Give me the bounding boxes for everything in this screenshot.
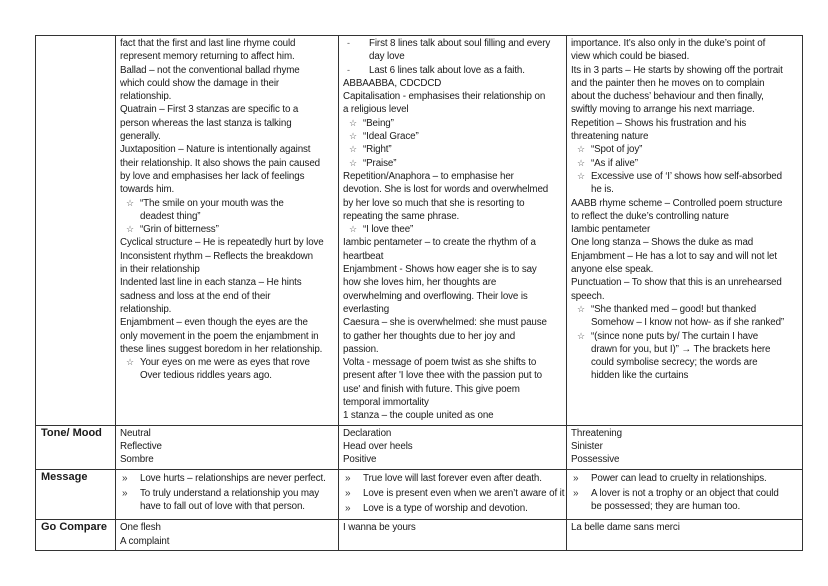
text-line: One flesh	[120, 522, 161, 534]
text-block	[571, 276, 798, 303]
text-line: generally.	[120, 131, 161, 143]
message-bullet-item	[571, 472, 798, 485]
text-line: present after 'I love thee with the passion put to	[343, 370, 543, 382]
text-line: relationship.	[120, 91, 172, 103]
double-chevron-icon: »	[345, 472, 351, 484]
star-icon: ☆	[126, 357, 134, 368]
text-line: To truly understand a relationship you may	[140, 487, 320, 499]
double-chevron-icon: »	[122, 487, 128, 499]
text-line: devotion. She is lost for words and overwhelmed	[343, 184, 549, 196]
text-line: True love will last forever even after death.	[363, 472, 542, 484]
text-line: Repetition – Shows his frustration and his	[571, 117, 747, 129]
text-line: hidden like the curtains	[591, 370, 689, 382]
text-line: importance. It’s also only in the duke’s point of	[571, 38, 766, 49]
text-line: Declaration	[343, 427, 392, 439]
text-line: a religious level	[343, 104, 409, 116]
text-line: Head over heels	[343, 440, 413, 452]
text-line: “Spot of joy”	[591, 144, 643, 156]
text-block	[343, 356, 562, 409]
text-block	[343, 427, 562, 467]
text-line: “Right”	[363, 144, 392, 156]
cell	[339, 36, 567, 426]
text-line: speech.	[571, 290, 605, 302]
text-line: these lines suggest boredom in her relationship.	[120, 343, 323, 355]
text-line: everlasting	[343, 303, 390, 315]
star-bullet-item	[343, 143, 562, 156]
text-line: Volta - message of poem twist as she shifts to	[343, 357, 537, 369]
dash-icon: -	[347, 64, 350, 75]
text-block	[120, 64, 334, 104]
text-block	[120, 427, 334, 467]
text-block	[571, 37, 798, 64]
text-line: Punctuation – To show that this is an unrehearsed	[571, 277, 782, 289]
text-line: threatening nature	[571, 131, 649, 143]
text-block	[120, 103, 334, 143]
text-line: by her love so much that she is resorting to	[343, 197, 525, 209]
text-block	[343, 236, 562, 263]
text-line: Threatening	[571, 427, 622, 439]
text-line: relationship.	[120, 303, 172, 315]
text-line: Iambic pentameter	[571, 224, 651, 236]
text-line: “As if alive”	[591, 157, 638, 169]
double-chevron-icon: »	[573, 472, 579, 484]
cell	[567, 36, 803, 426]
text-line: Power can lead to cruelty in relationships.	[591, 472, 767, 484]
text-line: heartbeat	[343, 250, 384, 262]
dash-bullet-item	[343, 37, 562, 64]
star-icon: ☆	[126, 224, 134, 235]
text-block	[343, 170, 562, 223]
text-block	[120, 250, 334, 277]
row-label	[36, 36, 116, 426]
text-line: be possessed; they are human too.	[591, 501, 741, 513]
text-block	[343, 316, 562, 356]
star-icon: ☆	[126, 197, 134, 208]
text-block	[571, 64, 798, 117]
text-line: to reflect the duke’s controlling nature	[571, 210, 729, 222]
text-block	[571, 521, 798, 534]
text-line: “The smile on your mouth was the	[140, 197, 284, 209]
text-line: to gather her thoughts due to her joy and	[343, 330, 516, 342]
text-line: about the duchess’ behaviour and then finally,	[571, 91, 764, 103]
star-bullet-item	[343, 223, 562, 236]
text-line: Juxtaposition – Nature is intentionally against	[120, 144, 311, 156]
text-line: ABBAABBA, CDCDCD	[343, 77, 442, 89]
text-block	[343, 90, 562, 117]
tone-mood-row	[36, 425, 803, 469]
text-line: Iambic pentameter – to create the rhythm of a	[343, 237, 536, 249]
text-line: which could show the damage in their	[120, 77, 280, 89]
text-line: temporal immortality	[343, 397, 429, 409]
text-line: A complaint	[120, 535, 170, 547]
row-label: Tone/ Mood	[36, 425, 116, 469]
star-bullet-item	[571, 303, 798, 330]
text-line: Capitalisation - emphasises their relationship on	[343, 91, 546, 103]
text-line: “I love thee”	[363, 224, 414, 236]
star-bullet-item	[120, 197, 334, 224]
star-icon: ☆	[349, 117, 357, 128]
text-line: Enjambment – even though the eyes are the	[120, 317, 308, 329]
text-line: Inconsistent rhythm – Reflects the breakdown	[120, 250, 313, 262]
text-block	[571, 117, 798, 144]
double-chevron-icon: »	[573, 487, 579, 499]
message-row	[36, 469, 803, 520]
text-block	[571, 250, 798, 277]
cell	[339, 469, 567, 520]
message-bullet-item	[343, 487, 565, 500]
text-line: person whereas the last stanza is talking	[120, 117, 292, 129]
text-line: Love hurts – relationships are never perfect.	[140, 472, 326, 484]
text-line: “She thanked med – good! but thanked	[591, 303, 757, 315]
star-icon: ☆	[577, 170, 585, 181]
text-line: only movement in the poem the enjambment in	[120, 330, 319, 342]
star-bullet-item	[343, 157, 562, 170]
analysis-row	[36, 36, 803, 426]
cell	[339, 425, 567, 469]
poetry-comparison-table	[35, 35, 803, 551]
star-bullet-item	[343, 130, 562, 143]
text-line: Love is a type of worship and devotion.	[363, 503, 528, 515]
text-line: represent memory returning to affect him.	[120, 51, 295, 63]
text-block	[343, 521, 562, 534]
cell	[567, 520, 803, 551]
cell	[567, 469, 803, 520]
double-chevron-icon: »	[345, 487, 351, 499]
text-block	[343, 263, 562, 316]
text-line: day love	[369, 51, 405, 63]
text-line: “Praise”	[363, 157, 397, 169]
text-line: Possessive	[571, 454, 620, 466]
text-line: have to fall out of love with that person.	[140, 501, 305, 513]
text-line: view which could be biased.	[571, 51, 690, 63]
row-label: Go Compare	[36, 520, 116, 551]
text-line: fact that the first and last line rhyme could	[120, 38, 296, 49]
star-icon: ☆	[577, 157, 585, 168]
cell	[339, 520, 567, 551]
star-icon: ☆	[349, 144, 357, 155]
text-line: Ballad – not the conventional ballad rhyme	[120, 64, 300, 76]
text-line: in their relationship	[120, 264, 200, 276]
star-icon: ☆	[577, 144, 585, 155]
text-line: Caesura – she is overwhelmed: she must pause	[343, 317, 547, 329]
row-label: Message	[36, 469, 116, 520]
star-icon: ☆	[349, 224, 357, 235]
text-line: La belle dame sans merci	[571, 522, 680, 534]
text-line: A lover is not a trophy or an object that could	[591, 487, 779, 499]
text-line: deadest thing”	[140, 210, 201, 222]
text-line: Enjambment - Shows how eager she is to say	[343, 264, 537, 276]
star-icon: ☆	[577, 303, 585, 314]
text-line: I wanna be yours	[343, 522, 416, 534]
text-line: repeating the same phrase.	[343, 210, 460, 222]
text-line: drawn for you, but I)” → The brackets here	[591, 343, 771, 355]
text-block	[120, 236, 334, 249]
star-bullet-item	[571, 157, 798, 170]
text-line: swiftly moving to arrange his next marriage.	[571, 104, 755, 116]
text-line: Your eyes on me were as eyes that rove	[140, 357, 310, 369]
message-bullet-item	[120, 487, 334, 514]
text-line: overwhelming and overflowing. Their love is	[343, 290, 528, 302]
text-line: could symbolise secrecy; the words are	[591, 357, 758, 369]
text-line: Love is present even when we aren’t aware of it	[363, 487, 565, 499]
text-line: Sinister	[571, 440, 603, 452]
text-line: “(since none puts by/ The curtain I have	[591, 330, 759, 342]
text-line: Quatrain – First 3 stanzas are specific to a	[120, 104, 299, 116]
message-bullet-item	[343, 472, 562, 485]
star-bullet-item	[571, 330, 798, 383]
text-line: First 8 lines talk about soul filling and every	[369, 38, 551, 49]
text-line: “Grin of bitterness”	[140, 224, 219, 236]
text-block	[343, 409, 562, 422]
text-line: “Ideal Grace”	[363, 131, 419, 143]
star-bullet-item	[571, 143, 798, 156]
star-bullet-item	[120, 223, 334, 236]
cell	[116, 469, 339, 520]
double-chevron-icon: »	[122, 472, 128, 484]
cell	[116, 36, 339, 426]
text-line: passion.	[343, 343, 379, 355]
text-line: their relationship. It also shows the pain caused	[120, 157, 320, 169]
text-block	[120, 37, 334, 64]
go-compare-row	[36, 520, 803, 551]
text-block	[571, 223, 798, 236]
double-chevron-icon: »	[345, 503, 351, 515]
star-bullet-item	[571, 170, 798, 197]
star-bullet-item	[120, 356, 334, 383]
star-icon: ☆	[577, 330, 585, 341]
text-line: use' and finish with future. This give poem	[343, 383, 520, 395]
text-line: 1 stanza – the couple united as one	[343, 410, 494, 422]
text-block	[343, 77, 562, 90]
text-line: Its in 3 parts – He starts by showing off the portrait	[571, 64, 783, 76]
cell	[567, 425, 803, 469]
star-bullet-item	[343, 117, 562, 130]
cell	[116, 425, 339, 469]
text-line: Last 6 lines talk about love as a faith.	[369, 64, 525, 76]
text-line: sadness and loss at the end of their	[120, 290, 271, 302]
text-line: anyone else speak.	[571, 264, 654, 276]
text-line: AABB rhyme scheme – Controlled poem structure	[571, 197, 783, 209]
text-block	[120, 521, 334, 548]
text-block	[120, 276, 334, 316]
text-line: how she loves him, her thoughts are	[343, 277, 497, 289]
text-line: Neutral	[120, 427, 151, 439]
star-icon: ☆	[349, 157, 357, 168]
text-line: Over tedious riddles years ago.	[140, 370, 272, 382]
text-block	[571, 197, 798, 224]
text-block	[571, 427, 798, 467]
text-line: Reflective	[120, 440, 162, 452]
text-block	[120, 316, 334, 356]
message-bullet-item	[120, 472, 334, 485]
text-line: Indented last line in each stanza – He hints	[120, 277, 302, 289]
text-line: Enjambment – He has a lot to say and will not let	[571, 250, 777, 262]
text-line: Positive	[343, 454, 377, 466]
message-bullet-item	[343, 502, 562, 515]
text-line: and the painter then he moves on to complain	[571, 77, 765, 89]
text-line: by love and emphasises her lack of feelings	[120, 170, 305, 182]
text-line: he is.	[591, 184, 614, 196]
dash-bullet-item	[343, 64, 562, 77]
text-block	[571, 236, 798, 249]
text-block	[120, 143, 334, 196]
text-line: Sombre	[120, 454, 154, 466]
text-line: Repetition/Anaphora – to emphasise her	[343, 170, 514, 182]
cell	[116, 520, 339, 551]
dash-icon: -	[347, 38, 350, 48]
text-line: Cyclical structure – He is repeatedly hurt by love	[120, 237, 324, 249]
text-line: Somehow – I know not how- as if she ranked”	[591, 317, 785, 329]
text-line: towards him.	[120, 184, 175, 196]
text-line: Excessive use of ‘I’ shows how self-absorbed	[591, 170, 782, 182]
star-icon: ☆	[349, 131, 357, 142]
text-line: One long stanza – Shows the duke as mad	[571, 237, 754, 249]
message-bullet-item	[571, 487, 798, 514]
text-line: “Being”	[363, 117, 394, 129]
